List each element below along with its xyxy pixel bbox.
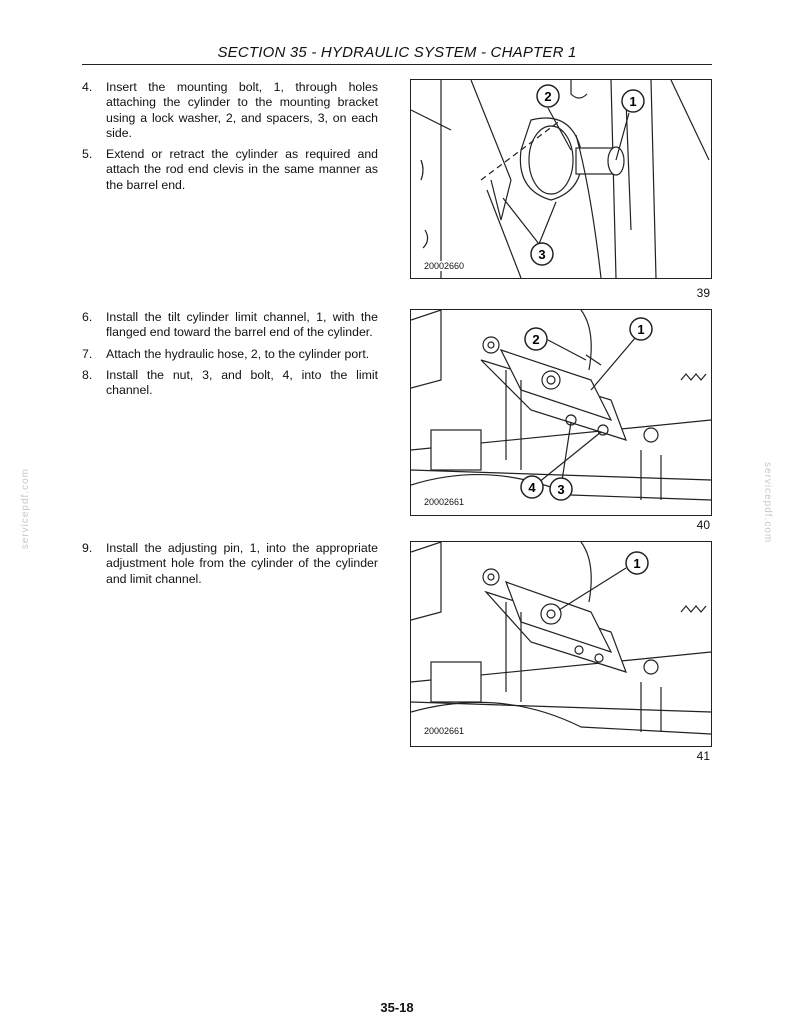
figure-id: 20002661 <box>424 726 465 736</box>
figure-number: 39 <box>696 286 710 300</box>
figure-39-illustration <box>410 79 712 279</box>
svg-text:2: 2 <box>532 332 540 347</box>
figure-id: 20002660 <box>424 261 465 271</box>
callout-2 <box>537 85 559 107</box>
step-text: Insert the mounting bolt, 1, through holes attaching the cylinder to the mounting bracket using a lock washer, 2, and spacers, 3, on each side. <box>106 80 378 141</box>
step-4 <box>82 80 378 142</box>
callout-4 <box>521 476 543 498</box>
step-6 <box>82 310 378 341</box>
svg-text:2: 2 <box>544 89 552 104</box>
limit-channel-illustration <box>411 310 711 515</box>
page-number: 35-18 <box>380 1000 414 1015</box>
step-number: 6. <box>82 310 93 324</box>
callout-2 <box>525 328 547 350</box>
step-text: Install the tilt cylinder limit channel, 1, with the flanged end toward the barrel end of the cylinder. <box>106 310 378 340</box>
figure-id: 20002661 <box>424 497 465 507</box>
figure-41-illustration <box>410 541 712 747</box>
step-9 <box>82 541 378 587</box>
svg-text:3: 3 <box>538 247 546 262</box>
callout-1 <box>622 90 644 112</box>
step-text: Extend or retract the cylinder as required and attach the rod end clevis in the same manner as the barrel end. <box>106 147 378 192</box>
step-number: 5. <box>82 147 93 161</box>
step-number: 8. <box>82 368 93 382</box>
step-text: Install the adjusting pin, 1, into the appropriate adjustment hole from the cylinder of the cylinder and limit channel. <box>106 541 378 586</box>
callout-3 <box>531 243 553 265</box>
step-7 <box>82 347 378 362</box>
step-number: 7. <box>82 347 93 361</box>
watermark-right: servicepdf.com <box>762 462 773 544</box>
callout-1 <box>630 318 652 340</box>
svg-text:4: 4 <box>528 480 536 495</box>
step-8 <box>82 368 378 399</box>
svg-text:3: 3 <box>557 482 565 497</box>
figure-40-illustration <box>410 309 712 516</box>
figure-number: 41 <box>696 749 710 763</box>
step-text: Install the nut, 3, and bolt, 4, into the limit channel. <box>106 368 378 398</box>
svg-text:1: 1 <box>637 322 645 337</box>
step-number: 4. <box>82 80 93 94</box>
callout-3 <box>550 478 572 500</box>
callout-1 <box>626 552 648 574</box>
section-title: SECTION 35 - HYDRAULIC SYSTEM - CHAPTER 1 <box>217 44 577 61</box>
header-divider <box>82 64 712 65</box>
svg-text:1: 1 <box>629 94 637 109</box>
figure-number: 40 <box>696 518 710 532</box>
step-text: Attach the hydraulic hose, 2, to the cylinder port. <box>106 347 370 361</box>
adjusting-pin-illustration <box>411 542 711 746</box>
watermark-left: servicepdf.com <box>20 468 31 550</box>
svg-text:1: 1 <box>633 556 641 571</box>
cylinder-mount-illustration <box>411 80 711 278</box>
step-5 <box>82 147 378 193</box>
step-number: 9. <box>82 541 93 555</box>
